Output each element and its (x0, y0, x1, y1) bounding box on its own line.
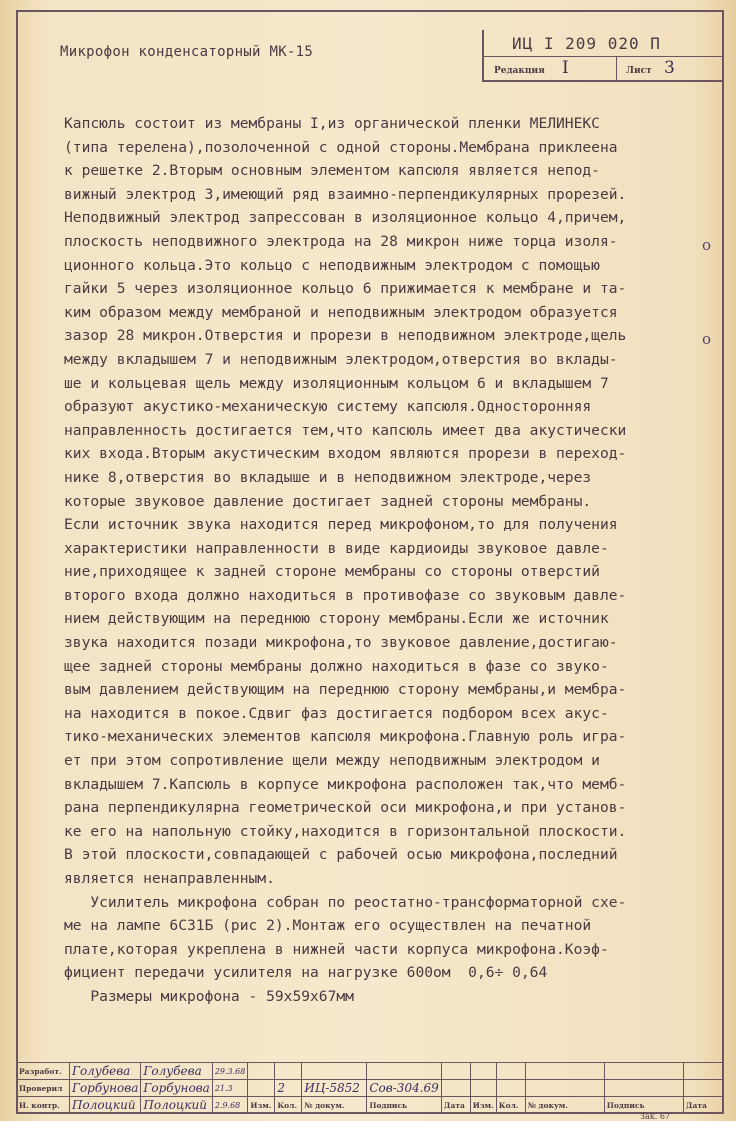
stamp-name: Полоцкий (70, 1097, 141, 1114)
revision-value: I (562, 58, 569, 78)
sheet-label: Лист (626, 66, 652, 76)
stamp-name: Голубева (70, 1063, 141, 1080)
stamp-header: Подпись (367, 1097, 441, 1114)
text-line: ционного кольца.Это кольцо с неподвижным электродом с помощью (64, 256, 600, 274)
text-line: ме на лампе 6С31Б (рис 2).Монтаж его осуществлен на печатной (64, 917, 592, 935)
header-box (482, 30, 724, 82)
header-vertical-divider (616, 56, 617, 80)
margin-mark: о (702, 330, 712, 348)
stamp-signature: Горбунова (141, 1080, 212, 1097)
text-line: на находится в покое.Сдвиг фаз достигается подбором всех акус- (64, 704, 609, 722)
stamp-role: Н. контр. (17, 1097, 70, 1114)
revision-label: Редакция (494, 66, 545, 76)
text-line: зазор 28 микрон.Отверстия и прорези в неподвижном электроде,щель (64, 327, 627, 345)
text-line: второго входа должно находиться в противофазе со звуковым давле- (64, 586, 627, 604)
text-line: Размеры микрофона - 59х59х67мм (64, 987, 354, 1005)
stamp-change-number: 2 (275, 1080, 302, 1097)
text-line: плате,которая укреплена в нижней части корпуса микрофона.Коэф- (64, 940, 609, 958)
stamp-header: Изм. (248, 1097, 275, 1114)
stamp-role: Проверил (17, 1080, 70, 1097)
stamp-header: № докум. (525, 1097, 604, 1114)
text-line: ше и кольцевая щель между изоляционным кольцом 6 и вкладышем 7 (64, 374, 609, 392)
stamp-role: Разработ. (17, 1063, 70, 1080)
text-line: ким образом между мембраной и неподвижным электродом образуется (64, 303, 618, 321)
text-line: ке его на напольную стойку,находится в горизонтальной плоскости. (64, 822, 627, 840)
text-line: ние,приходящее к задней стороне мембраны со стороны отверстий (64, 563, 600, 581)
text-line: (типа терелена),позолоченной с одной стороны.Мембрана приклеена (64, 138, 618, 156)
stamp-date: 21.3 (212, 1080, 248, 1097)
stamp-header: Дата (441, 1097, 470, 1114)
stamp-date: 2.9.68 (212, 1097, 248, 1114)
text-line: нием действующим на переднюю сторону мембраны.Если же источник (64, 610, 609, 628)
text-line: вым давлением действующим на переднюю сторону мембраны,и мембра- (64, 681, 627, 699)
text-line: гайки 5 через изоляционное кольцо 6 прижимается к мембране и та- (64, 280, 627, 298)
title-block (16, 1062, 724, 1114)
text-line: щее задней стороны мембраны должно находиться в фазе со звуко- (64, 657, 609, 675)
document-code: ИЦ I 209 020 П (512, 34, 661, 53)
paragraph-amplifier (64, 891, 704, 1009)
text-line: вкладышем 7.Капсюль в корпусе микрофона расположен так,что мемб- (64, 775, 627, 793)
order-number: Зак. 67 (640, 1112, 671, 1121)
text-line: Если источник звука находится перед микрофоном,то для получения (64, 516, 618, 534)
text-line: фициент передачи усилителя на нагрузке 600ом 0,6÷ 0,64 (64, 964, 548, 982)
text-line: звука находится позади микрофона,то звуковое давление,достигаю- (64, 634, 618, 652)
stamp-header: Дата (683, 1097, 723, 1114)
text-line: Усилитель микрофона собран по реостатно-трансформаторной схе- (64, 893, 627, 911)
stamp-signature: Голубева (141, 1063, 212, 1080)
stamp-document-number: ИЦ-5852 (302, 1080, 367, 1097)
text-line: В этой плоскости,совпадающей с рабочей осью микрофона,последний (64, 846, 618, 864)
text-line: Капсюль состоит из мембраны I,из органической пленки МЕЛИНЕКС (64, 115, 600, 132)
text-line: Неподвижный электрод запрессован в изоляционное кольцо 4,причем, (64, 209, 627, 227)
stamp-date: 29.3.68 (212, 1063, 248, 1080)
text-line: рана перпендикулярна геометрической оси микрофона,и при установ- (64, 799, 627, 817)
text-line: направленность достигается тем,что капсюль имеет два акустически (64, 421, 627, 439)
stamp-signature: Полоцкий (141, 1097, 212, 1114)
text-line: нике 8,отверстия во вкладыше и в неподвижном электроде,через (64, 468, 592, 486)
stamp-header: Изм. (470, 1097, 496, 1114)
text-line: характеристики направленности в виде кардиоиды звуковое давле- (64, 539, 609, 557)
stamp-header: № докум. (302, 1097, 367, 1114)
margin-mark: о (702, 236, 712, 254)
text-line: к решетке 2.Вторым основным элементом капсюля является непод- (64, 162, 600, 180)
stamp-header: Кол. (496, 1097, 525, 1114)
paragraph-capsule (64, 112, 704, 891)
stamp-header: Кол. (275, 1097, 302, 1114)
text-line: является ненаправленным. (64, 870, 275, 887)
stamp-approval-signature: Сов-304.69 (367, 1080, 441, 1097)
text-line: ких входа.Вторым акустическим входом являются прорези в переход- (64, 445, 627, 463)
text-line: которые звуковое давление достигает задней стороны мембраны. (64, 492, 592, 510)
text-line: вижный электрод 3,имеющий ряд взаимно-перпендикулярных прорезей. (64, 185, 627, 203)
stamp-header: Подпись (604, 1097, 683, 1114)
sheet-value: 3 (664, 58, 675, 78)
document-title: Микрофон конденсаторный МК-15 (60, 44, 314, 60)
text-line: ет при этом сопротивление щели между неподвижным электродом и (64, 752, 600, 770)
stamp-name: Горбунова (70, 1080, 141, 1097)
text-line: между вкладышем 7 и неподвижным электродом,отверстия во вклады- (64, 350, 618, 368)
header-divider (484, 56, 724, 57)
text-line: плоскость неподвижного электрода на 28 микрон ниже торца изоля- (64, 232, 618, 250)
document-body (64, 112, 704, 1009)
text-line: тико-механических элементов капсюля микрофона.Главную роль игра- (64, 728, 627, 746)
text-line: образуют акустико-механическую систему капсюля.Односторонняя (64, 398, 592, 416)
